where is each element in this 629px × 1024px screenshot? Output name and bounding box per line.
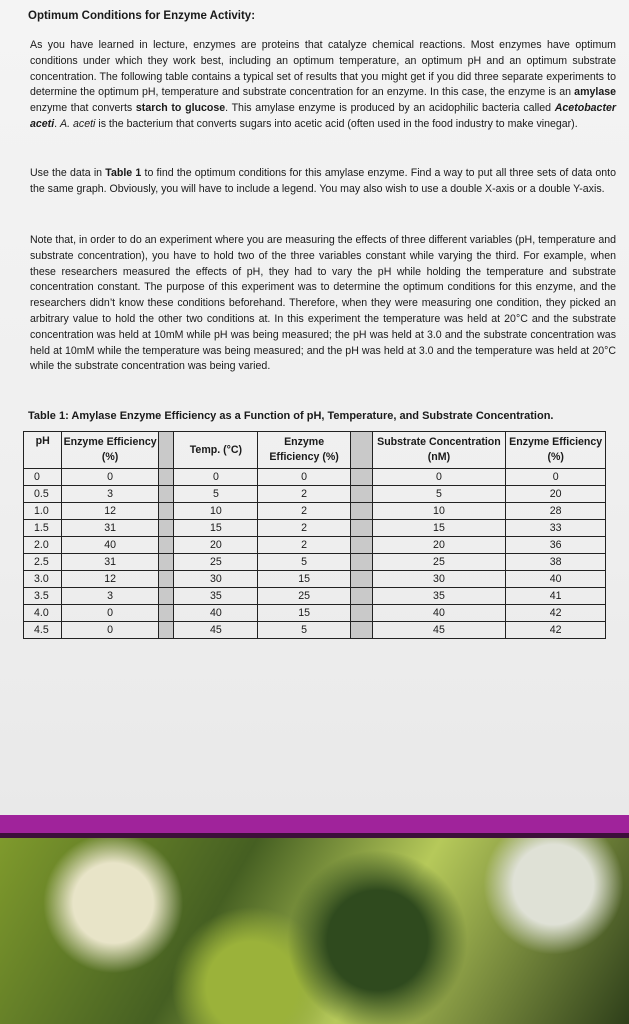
- ph-value-cell: 0: [24, 469, 62, 486]
- intro-bold-starch: starch to glucose: [135, 102, 226, 115]
- substrate-value-cell: 30: [372, 571, 506, 588]
- table-row: [24, 554, 606, 571]
- temperature-value-cell: 45: [174, 622, 258, 639]
- ph-value-cell: 2.5: [24, 554, 62, 571]
- ph-efficiency-cell: 40: [62, 537, 158, 554]
- ph-value-cell: 3.0: [24, 571, 62, 588]
- ph-value-cell: 0.5: [24, 486, 62, 503]
- table-row: [24, 520, 606, 537]
- substrate-efficiency-cell: 40: [506, 571, 606, 588]
- intro-text-3: . This amylase enzyme is produced by an acidophilic bacteria called: [225, 102, 555, 115]
- substrate-value-cell: 25: [372, 554, 506, 571]
- table-spacer: [158, 588, 174, 605]
- temp-efficiency-cell: 25: [258, 588, 350, 605]
- header-ph: pH: [24, 432, 62, 469]
- temperature-value-cell: 10: [174, 503, 258, 520]
- ph-value-cell: 3.5: [24, 588, 62, 605]
- temperature-value-cell: 5: [174, 486, 258, 503]
- ph-efficiency-cell: 0: [62, 622, 158, 639]
- table-spacer: [350, 605, 372, 622]
- table-spacer: [350, 571, 372, 588]
- instructions-text-2: to find the optimum conditions for this amylase enzyme. Find a way to put all three sets of data onto the same graph. Obviously, you will have to include a legend. You may also wish to use a double X-axis or a double Y-axis.: [30, 167, 617, 195]
- substrate-value-cell: 35: [372, 588, 506, 605]
- ph-value-cell: 2.0: [24, 537, 62, 554]
- intro-bold-amylase: amylase: [574, 86, 616, 99]
- intro-text-4: .: [54, 117, 61, 130]
- table-spacer: [158, 432, 174, 469]
- temp-efficiency-cell: 0: [258, 469, 350, 486]
- header-temp-efficiency: Enzyme Efficiency (%): [258, 432, 350, 469]
- table-spacer: [350, 486, 372, 503]
- table-caption: Table 1: Amylase Enzyme Efficiency as a Function of pH, Temperature, and Substrate Concentration.: [28, 410, 554, 422]
- temperature-value-cell: 40: [174, 605, 258, 622]
- note-paragraph: Note that, in order to do an experiment where you are measuring the effects of three different variables (pH, temperature and substrate concentration), you have to hold two of the three variables constant while varying the third. For example, when these researchers measured the effects of pH, they had to vary the pH while holding the temperature and substrate concentration constant. The purpose of this experiment was to determine the optimum conditions for this enzyme, and the researchers didn’t know these conditions beforehand. Therefore, when they were measuring one condition, they picked an arbitrary value to hold the other two conditions at. In this experiment the temperature was held at 20°C and the substrate concentration was held at 10mM while pH was being measured; the pH was held at 3.0 and the substrate concentration was held at 10mM while the temperature was being measured; and the pH was held at 3.0 and the temperature was held at 20°C while the substrate concentration was being varied.: [30, 234, 616, 373]
- substrate-efficiency-cell: 42: [506, 622, 606, 639]
- table-spacer: [350, 588, 372, 605]
- table-spacer: [350, 469, 372, 486]
- temp-efficiency-cell: 2: [258, 537, 350, 554]
- substrate-value-cell: 45: [372, 622, 506, 639]
- temp-efficiency-cell: 5: [258, 622, 350, 639]
- temp-efficiency-cell: 2: [258, 486, 350, 503]
- table-row: [24, 503, 606, 520]
- table-row: [24, 469, 606, 486]
- instructions-text-1: Use the data in: [30, 167, 106, 179]
- table-spacer: [158, 554, 174, 571]
- table-spacer: [350, 537, 372, 554]
- substrate-value-cell: 10: [372, 503, 506, 520]
- temperature-value-cell: 35: [174, 588, 258, 605]
- substrate-value-cell: 15: [372, 520, 506, 537]
- instructions-paragraph: [30, 166, 616, 198]
- table-row: [24, 622, 606, 639]
- ph-efficiency-cell: 3: [62, 486, 158, 503]
- table-spacer: [158, 486, 174, 503]
- intro-paragraph: [30, 38, 616, 133]
- table-row: [24, 588, 606, 605]
- substrate-efficiency-cell: 0: [506, 469, 606, 486]
- ph-efficiency-cell: 0: [62, 605, 158, 622]
- substrate-efficiency-cell: 20: [506, 486, 606, 503]
- table-spacer: [158, 469, 174, 486]
- header-temperature: Temp. (°C): [174, 432, 258, 469]
- header-ph-efficiency: Enzyme Efficiency (%): [62, 432, 158, 469]
- ph-efficiency-cell: 31: [62, 520, 158, 537]
- table-spacer: [158, 605, 174, 622]
- temperature-value-cell: 20: [174, 537, 258, 554]
- intro-bacterium-name: Acetobacter aceti: [30, 102, 616, 130]
- substrate-efficiency-cell: 41: [506, 588, 606, 605]
- instructions-table-ref: Table 1: [105, 167, 142, 179]
- background-fabric-photo: [0, 838, 629, 1024]
- ph-efficiency-cell: 31: [62, 554, 158, 571]
- substrate-efficiency-cell: 33: [506, 520, 606, 537]
- table-row: [24, 571, 606, 588]
- substrate-value-cell: 0: [372, 469, 506, 486]
- ph-efficiency-cell: 3: [62, 588, 158, 605]
- page-heading: Optimum Conditions for Enzyme Activity:: [28, 10, 256, 22]
- table-header-row: [24, 432, 606, 469]
- substrate-value-cell: 40: [372, 605, 506, 622]
- ph-value-cell: 4.5: [24, 622, 62, 639]
- table-spacer: [158, 622, 174, 639]
- substrate-efficiency-cell: 28: [506, 503, 606, 520]
- table-spacer: [350, 554, 372, 571]
- temp-efficiency-cell: 5: [258, 554, 350, 571]
- table-spacer: [350, 503, 372, 520]
- enzyme-data-table: [23, 431, 606, 639]
- table-spacer: [350, 520, 372, 537]
- table-row: [24, 605, 606, 622]
- header-substrate-efficiency: Enzyme Efficiency (%): [506, 432, 606, 469]
- substrate-efficiency-cell: 42: [506, 605, 606, 622]
- substrate-value-cell: 5: [372, 486, 506, 503]
- temperature-value-cell: 0: [174, 469, 258, 486]
- ph-efficiency-cell: 12: [62, 503, 158, 520]
- ph-efficiency-cell: 12: [62, 571, 158, 588]
- temp-efficiency-cell: 15: [258, 605, 350, 622]
- intro-text-1: As you have learned in lecture, enzymes are proteins that catalyze chemical reactions. Most enzymes have optimum conditions under which they work best, including an optimum temperature, an optimum pH and an optimum substrate concentration. The following table contains a typical set of results that you might get if you did three separate experiments to determine the optimum pH, temperature and substrate concentration for an enzyme. In this case, the enzyme is an: [30, 39, 616, 99]
- ph-value-cell: 1.5: [24, 520, 62, 537]
- table-spacer: [158, 537, 174, 554]
- intro-bacterium-short: A. aceti: [60, 117, 96, 130]
- header-substrate: Substrate Concentration (nM): [372, 432, 506, 469]
- intro-text-2: enzyme that converts: [30, 102, 136, 115]
- ph-value-cell: 4.0: [24, 605, 62, 622]
- table-row: [24, 537, 606, 554]
- table-spacer: [350, 622, 372, 639]
- table-spacer: [158, 520, 174, 537]
- substrate-efficiency-cell: 38: [506, 554, 606, 571]
- temperature-value-cell: 30: [174, 571, 258, 588]
- temp-efficiency-cell: 15: [258, 571, 350, 588]
- table-spacer: [350, 432, 372, 469]
- table-row: [24, 486, 606, 503]
- table-spacer: [158, 571, 174, 588]
- ph-efficiency-cell: 0: [62, 469, 158, 486]
- table-spacer: [158, 503, 174, 520]
- substrate-efficiency-cell: 36: [506, 537, 606, 554]
- substrate-value-cell: 20: [372, 537, 506, 554]
- intro-text-5: is the bacterium that converts sugars into acetic acid (often used in the food industry to make vinegar).: [95, 117, 578, 130]
- temperature-value-cell: 15: [174, 520, 258, 537]
- temp-efficiency-cell: 2: [258, 503, 350, 520]
- temp-efficiency-cell: 2: [258, 520, 350, 537]
- temperature-value-cell: 25: [174, 554, 258, 571]
- ph-value-cell: 1.0: [24, 503, 62, 520]
